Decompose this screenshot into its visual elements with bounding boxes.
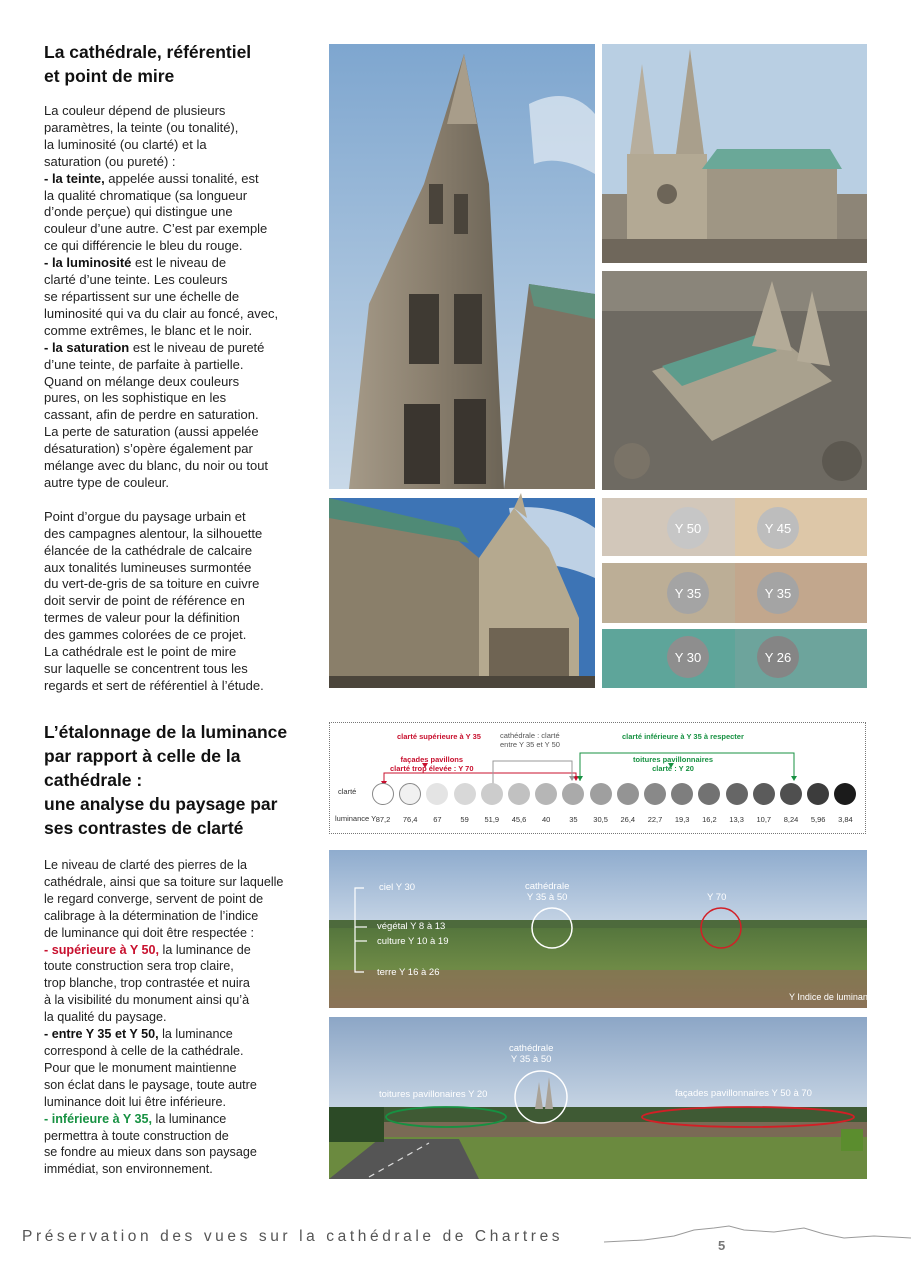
cathedral-wide-illustration — [602, 44, 867, 263]
gray-circle — [617, 783, 639, 805]
text-line: ce qui différencie le bleu du rouge. — [44, 238, 243, 254]
annotation-toitures — [633, 756, 713, 773]
text-line: luminosité qui va du clair au foncé, avec, — [44, 305, 279, 321]
text-line: est le niveau de pureté — [129, 339, 265, 355]
text-line: clarté d’une teinte. Les couleurs — [44, 272, 228, 288]
text-line: le regard converge, servent de point de — [44, 891, 264, 906]
low-angle-illustration — [329, 498, 595, 688]
annotation-superieure: clarté supérieure à Y 35 — [397, 732, 481, 741]
luminance-value: 26,4 — [620, 815, 636, 824]
aerial-illustration — [602, 271, 867, 490]
luminance-value: 8,24 — [783, 815, 799, 824]
landscape-photo-2 — [329, 1017, 867, 1179]
teinte-label: - la teinte, — [44, 170, 105, 186]
text-line: des gammes colorées de ce projet. — [44, 627, 247, 643]
text-line: La couleur dépend de plusieurs — [44, 103, 226, 118]
swatch-4 — [735, 563, 867, 623]
text-line: La cathédrale est le point de mire — [44, 644, 237, 660]
clarte-row-label: clarté — [338, 787, 357, 796]
text-line: la qualité du paysage. — [44, 1010, 167, 1025]
text-line: est le niveau de — [131, 255, 227, 271]
title-line: L’étalonnage de la luminance — [44, 722, 288, 742]
luminance-badge — [757, 572, 799, 614]
label-culture: culture Y 10 à 19 — [377, 936, 449, 947]
saturation-label: - la saturation — [44, 339, 130, 355]
text-line: la luminance — [152, 1111, 227, 1126]
swatch-2 — [735, 498, 867, 556]
text-line: la qualité chromatique (sa longueur — [44, 187, 248, 203]
section2-title — [44, 720, 287, 840]
text-line: son éclat dans le paysage, toute autre — [44, 1077, 257, 1092]
luminance-value: 40 — [542, 815, 551, 824]
label-y70: Y 70 — [707, 892, 727, 903]
tower-illustration — [329, 44, 595, 489]
tower-photo — [329, 44, 595, 489]
luminance-badge — [667, 636, 709, 678]
footer-title: Préservation des vues sur la cathédrale de Chartres — [22, 1228, 564, 1245]
text-line: de luminance qui doit être respectée : — [44, 925, 255, 940]
gray-circle — [372, 783, 394, 805]
luminance-badge — [667, 507, 709, 549]
text-line: cassant, afin de perdre en saturation. — [44, 407, 259, 423]
title-line: La cathédrale, référentiel — [44, 42, 252, 62]
text-line: sur laquelle se concentrent tous les — [44, 661, 248, 676]
luminance-badge — [757, 636, 799, 678]
text-line: doit servir de point de référence en — [44, 593, 245, 609]
inferieure-label: - inférieure à Y 35, — [44, 1111, 153, 1126]
text-line: aux tonalités lumineuses surmontée — [44, 559, 252, 575]
gray-circle — [590, 783, 612, 805]
text-line: se répartissent sur une échelle de — [44, 288, 240, 304]
luminance-value: 87,2 — [375, 815, 391, 824]
luminance-value: 16,2 — [702, 815, 717, 824]
text-line: la luminosité (ou clarté) et la — [44, 136, 207, 152]
title-line: par rapport à celle de la — [44, 746, 241, 766]
luminance-value: 19,3 — [674, 815, 690, 824]
section1-body — [44, 103, 314, 695]
text-line: paramètres, la teinte (ou tonalité), — [44, 119, 239, 135]
text-line: élancée de la cathédrale de calcaire — [44, 542, 253, 558]
badge-label: Y 45 — [764, 520, 792, 536]
text-line: correspond à celle de la cathédrale. — [44, 1043, 244, 1058]
text-line: des campagnes alentour, la silhouette — [44, 525, 263, 541]
luminance-badge — [757, 507, 799, 549]
label-line: Y 35 à 50 — [526, 892, 568, 903]
text-line: appelée aussi tonalité, est — [104, 170, 259, 186]
luminance-value: 45,6 — [511, 815, 527, 824]
title-line: cathédrale : — [44, 770, 143, 790]
gray-circle — [753, 783, 775, 805]
annotation-inferieure: clarté inférieure à Y 35 à respecter — [622, 732, 744, 741]
reference-para — [44, 509, 314, 695]
entre-label: - entre Y 35 et Y 50, — [44, 1027, 159, 1042]
intro-para — [44, 103, 314, 492]
gray-circle — [644, 783, 666, 805]
text-line: regards et sert de référentiel à l’étude. — [44, 677, 264, 693]
annotation-line: toitures pavillonnaires — [633, 755, 714, 764]
luminance-value: 5,96 — [810, 815, 826, 824]
text-line: trop blanche, trop contrastée et nuira — [44, 976, 250, 991]
annotation-line: cathédrale : clarté — [500, 731, 560, 740]
text-line: luminance doit lui être inférieure. — [44, 1094, 227, 1109]
text-line: autre type de couleur. — [44, 474, 170, 490]
text-line: du vert-de-gris de sa toiture en cuivre — [44, 576, 260, 592]
luminance-value: 67 — [433, 815, 442, 824]
badge-label: Y 35 — [674, 585, 702, 601]
text-line: Quand on mélange deux couleurs — [44, 373, 240, 389]
text-line: pures, on les sophistique en les — [44, 390, 227, 406]
label-line: Y 35 à 50 — [510, 1054, 552, 1065]
luminance-scale-panel — [329, 722, 866, 834]
text-line: permettra à toute construction de — [44, 1128, 229, 1143]
label-indice: Y Indice de luminance — [789, 992, 878, 1002]
label-toitures: toitures pavillonaires Y 20 — [379, 1089, 488, 1100]
text-line: Point d’orgue du paysage urbain et — [44, 508, 246, 524]
text-line: comme extrêmes, le blanc et le noir. — [44, 322, 253, 338]
calibration-para — [44, 857, 319, 1178]
cathedral-wide-photo — [602, 44, 867, 263]
text-line: d’onde perçue) qui distingue une — [44, 204, 233, 220]
gray-circle — [726, 783, 748, 805]
section2-body — [44, 857, 319, 1178]
low-angle-photo — [329, 498, 595, 688]
text-line: Le niveau de clarté des pierres de la — [44, 858, 248, 872]
text-line: calibrage à la détermination de l’indice — [44, 908, 259, 923]
badge-label: Y 30 — [674, 649, 702, 665]
label-line: cathédrale — [509, 1043, 554, 1054]
luminance-row-label: luminance Y — [335, 814, 377, 823]
annotation-line: clarté : Y 20 — [652, 763, 694, 773]
label-vegetal: végétal Y 8 à 13 — [377, 921, 446, 932]
text-line: mélange avec du blanc, du noir ou tout — [44, 458, 269, 474]
label-ciel: ciel Y 30 — [379, 882, 416, 893]
text-line: la luminance de — [159, 942, 251, 957]
section1-title — [44, 40, 251, 88]
gray-circle — [508, 783, 530, 805]
label-facades: façades pavillonnaires Y 50 à 70 — [675, 1088, 812, 1099]
text-line: se fondre au mieux dans son paysage — [44, 1145, 257, 1160]
superieure-label: - supérieure à Y 50, — [44, 942, 160, 957]
text-line: cathédrale, ainsi que sa toiture sur laquelle — [44, 874, 284, 889]
text-line: La perte de saturation (aussi appelée — [44, 424, 259, 440]
luminosite-label: - la luminosité — [44, 255, 132, 271]
badge-label: Y 26 — [764, 649, 792, 665]
annotation-line: entre Y 35 et Y 50 — [500, 739, 560, 749]
badge-label: Y 35 — [764, 585, 792, 601]
text-line: termes de valeur pour la définition — [44, 610, 240, 626]
label-cathedrale-1 — [525, 881, 569, 903]
label-line: cathédrale — [525, 881, 570, 892]
text-line: saturation (ou pureté) : — [44, 153, 176, 169]
luminance-value: 35 — [569, 815, 578, 824]
text-line: Pour que le monument maintienne — [44, 1060, 237, 1075]
annotation-cathedrale — [500, 732, 560, 749]
luminance-value: 10,7 — [756, 815, 772, 824]
text-line: immédiat, son environnement. — [44, 1162, 213, 1177]
title-line: et point de mire — [44, 66, 175, 86]
luminance-value: 51,9 — [484, 815, 500, 824]
title-line: ses contrastes de clarté — [44, 818, 244, 838]
gray-circle — [481, 783, 503, 805]
gray-circle — [454, 783, 476, 805]
text-line: la luminance — [158, 1027, 233, 1042]
luminance-value: 30,5 — [593, 815, 608, 824]
luminance-value: 22,7 — [647, 815, 663, 824]
gray-circle — [780, 783, 802, 805]
text-line: désaturation) s’opère également par — [44, 441, 253, 457]
title-line: une analyse du paysage par — [44, 794, 278, 814]
aerial-photo — [602, 271, 867, 490]
badge-label: Y 50 — [674, 520, 702, 536]
luminance-value: 59 — [460, 815, 469, 824]
page-number: 5 — [718, 1238, 726, 1253]
label-terre: terre Y 16 à 26 — [377, 967, 440, 978]
luminance-badge — [667, 572, 709, 614]
annotation-line: clarté trop élevée : Y 70 — [390, 763, 474, 773]
label-cathedrale-2 — [509, 1043, 553, 1065]
annotation-line: façades pavillons — [400, 755, 464, 764]
luminance-value: 3,84 — [838, 815, 853, 824]
luminance-value: 13,3 — [729, 815, 744, 824]
text-line: toute construction sera trop claire, — [44, 959, 234, 974]
landscape-photo-1 — [329, 850, 878, 1008]
annotation-facades — [390, 756, 474, 773]
luminance-value: 76,4 — [402, 815, 418, 824]
text-line: à la visibilité du monument ainsi qu’à — [44, 993, 250, 1008]
text-line: d’une teinte, de parfaite à partielle. — [44, 356, 244, 372]
swatch-6 — [735, 629, 867, 688]
text-line: couleur d’une autre. C’est par exemple — [44, 221, 268, 237]
skyline-line — [604, 1218, 911, 1248]
